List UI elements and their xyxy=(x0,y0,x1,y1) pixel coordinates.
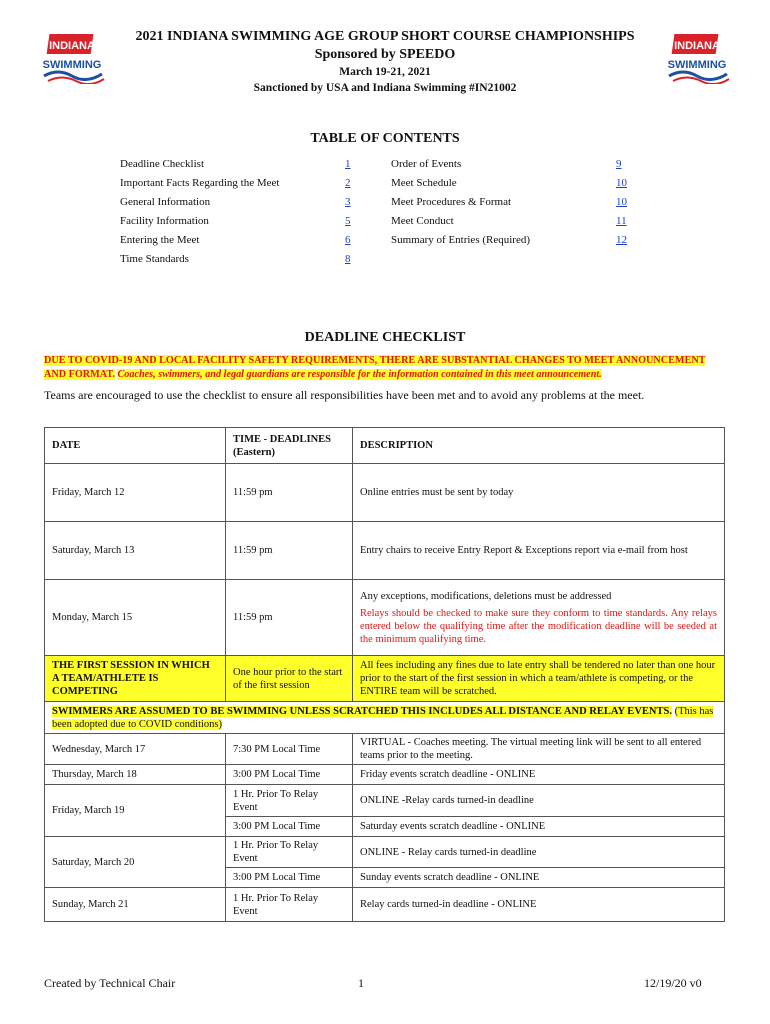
row-time: 7:30 PM Local Time xyxy=(226,734,353,765)
row-date: Friday, March 19 xyxy=(45,785,226,837)
row-time: One hour prior to the start of the first session xyxy=(226,656,353,702)
toc-entry-page[interactable]: 12 xyxy=(616,234,627,246)
row-date: Monday, March 15 xyxy=(45,580,226,656)
header-time: TIME - DEADLINES (Eastern) xyxy=(226,428,353,464)
row-date: THE FIRST SESSION IN WHICH A TEAM/ATHLETE IS COMPETING xyxy=(45,656,226,702)
toc-entry-label[interactable]: Deadline Checklist xyxy=(120,158,205,170)
document-header xyxy=(100,28,670,96)
toc-entry-label[interactable]: Important Facts Regarding the Meet xyxy=(120,177,280,189)
header-date: DATE xyxy=(45,428,226,464)
toc-entry-page[interactable]: 5 xyxy=(345,215,351,227)
toc-entry-label[interactable]: Meet Conduct xyxy=(391,215,454,227)
row-time: 1 Hr. Prior To Relay Event xyxy=(226,785,353,817)
toc-entry-label[interactable]: Meet Procedures & Format xyxy=(391,196,512,208)
meet-dates: March 19-21, 2021 xyxy=(339,66,431,78)
toc-entry-label[interactable]: Facility Information xyxy=(120,215,209,227)
row-date: Sunday, March 21 xyxy=(45,888,226,922)
scratch-note-row xyxy=(45,702,725,734)
table-row xyxy=(45,464,725,522)
logo-text-bottom: SWIMMING xyxy=(42,59,102,71)
row-time: 1 Hr. Prior To Relay Event xyxy=(226,837,353,868)
toc-entry-page[interactable]: 1 xyxy=(345,158,351,170)
footer-left: Created by Technical Chair xyxy=(44,976,176,990)
sponsor-line: Sponsored by SPEEDO xyxy=(314,47,456,62)
table-row xyxy=(45,837,725,868)
row-description: Entry chairs to receive Entry Report & Exceptions report via e-mail from host xyxy=(353,522,725,580)
row-description: Relay cards turned-in deadline - ONLINE xyxy=(353,888,725,922)
intro-text: Teams are encouraged to use the checklist to ensure all responsibilities have been met and to avoid any problems at the meet. xyxy=(44,388,645,402)
sanction-line: Sanctioned by USA and Indiana Swimming #IN21002 xyxy=(253,82,517,94)
scratch-note-bold: SWIMMERS ARE ASSUMED TO BE SWIMMING UNLESS SCRATCHED THIS INCLUDES ALL DISTANCE AND RELAY EVENTS. xyxy=(52,705,672,717)
row-date: Thursday, March 18 xyxy=(45,765,226,785)
row-date: Saturday, March 20 xyxy=(45,837,226,888)
table-row xyxy=(45,765,725,785)
toc-entry-page[interactable]: 11 xyxy=(616,215,627,227)
row-time: 3:00 PM Local Time xyxy=(226,868,353,888)
row-description: All fees including any fines due to late entry shall be tendered no later than one hour prior to the start of the first session in which a team/athlete is competing, or the ENTIRE team will be scratched. xyxy=(353,656,725,702)
row-time: 11:59 pm xyxy=(226,464,353,522)
toc-entry-page[interactable]: 3 xyxy=(345,196,351,208)
row-description-main: Any exceptions, modifications, deletions must be addressed xyxy=(360,590,612,602)
row-description: Online entries must be sent by today xyxy=(353,464,725,522)
meet-title: 2021 INDIANA SWIMMING AGE GROUP SHORT COURSE CHAMPIONSHIPS xyxy=(135,29,635,44)
virtual-meeting-detail: The virtual meeting link will be sent to all entered teams prior to the meeting. xyxy=(360,737,702,761)
indiana-swimming-logo-left xyxy=(40,30,108,84)
toc-entry-label[interactable]: Summary of Entries (Required) xyxy=(391,234,530,246)
row-date: Saturday, March 13 xyxy=(45,522,226,580)
row-time: 1 Hr. Prior To Relay Event xyxy=(226,888,353,922)
table-row xyxy=(45,656,725,702)
row-time: 11:59 pm xyxy=(226,522,353,580)
scratch-note xyxy=(45,702,725,734)
row-date: Wednesday, March 17 xyxy=(45,734,226,765)
scratch-note-normal: (This has been adopted due to COVID conditions) xyxy=(52,705,714,730)
toc-entry-label[interactable]: General Information xyxy=(120,196,211,208)
warning-bold-text: DUE TO COVID-19 AND LOCAL FACILITY SAFETY REQUIREMENTS, THERE ARE SUBSTANTIAL CHANGES TO MEET ANNOUNCEMENT AND FORMAT. xyxy=(44,355,706,380)
deadline-table xyxy=(44,427,725,922)
row-description: Friday events scratch deadline - ONLINE xyxy=(353,765,725,785)
table-header-row xyxy=(45,428,725,464)
row-time: 3:00 PM Local Time xyxy=(226,765,353,785)
virtual-meeting-label: VIRTUAL - Coaches meeting. xyxy=(360,737,489,748)
toc-entry-label[interactable]: Meet Schedule xyxy=(391,177,457,189)
row-time: 11:59 pm xyxy=(226,580,353,656)
deadline-checklist-heading: DEADLINE CHECKLIST xyxy=(304,330,466,345)
toc-entry-label[interactable]: Order of Events xyxy=(391,158,462,170)
row-description: Sunday events scratch deadline - ONLINE xyxy=(353,868,725,888)
table-row xyxy=(45,522,725,580)
row-time: 3:00 PM Local Time xyxy=(226,817,353,837)
row-description xyxy=(353,734,725,765)
covid-warning xyxy=(44,354,724,382)
toc-entry-page[interactable]: 10 xyxy=(616,196,627,208)
table-row xyxy=(45,785,725,817)
table-row xyxy=(45,734,725,765)
logo-text-bottom: SWIMMING xyxy=(667,59,727,71)
toc-entry-page[interactable]: 6 xyxy=(345,234,351,246)
footer-right: 12/19/20 v0 xyxy=(644,976,702,990)
toc-heading: TABLE OF CONTENTS xyxy=(310,131,460,146)
toc-entry-page[interactable]: 10 xyxy=(616,177,627,189)
toc-entry-label[interactable]: Entering the Meet xyxy=(120,234,200,246)
toc-entry-label[interactable]: Time Standards xyxy=(120,253,189,265)
toc-entry-page[interactable]: 2 xyxy=(345,177,351,189)
page-number: 1 xyxy=(358,976,364,990)
relay-warning-text: Relays should be checked to make sure they conform to time standards. Any relays entered below the qualifying time after the modification deadline will be seeded at the minimum qualifying time. xyxy=(360,607,717,645)
logo-text-top: INDIANA xyxy=(49,40,95,52)
header-description: DESCRIPTION xyxy=(353,428,725,464)
table-row xyxy=(45,580,725,656)
row-description: ONLINE - Relay cards turned-in deadline xyxy=(353,837,725,868)
row-date: Friday, March 12 xyxy=(45,464,226,522)
row-description: ONLINE -Relay cards turned-in deadline xyxy=(353,785,725,817)
row-description xyxy=(353,580,725,656)
toc-entry-page[interactable]: 8 xyxy=(345,253,351,265)
warning-italic-text: Coaches, swimmers, and legal guardians are responsible for the information contained in this meet announcement. xyxy=(117,369,602,380)
indiana-swimming-logo-right xyxy=(665,30,733,84)
toc-entry-page[interactable]: 9 xyxy=(616,158,622,170)
row-description: Saturday events scratch deadline - ONLINE xyxy=(353,817,725,837)
table-row xyxy=(45,888,725,922)
logo-text-top: INDIANA xyxy=(674,40,720,52)
